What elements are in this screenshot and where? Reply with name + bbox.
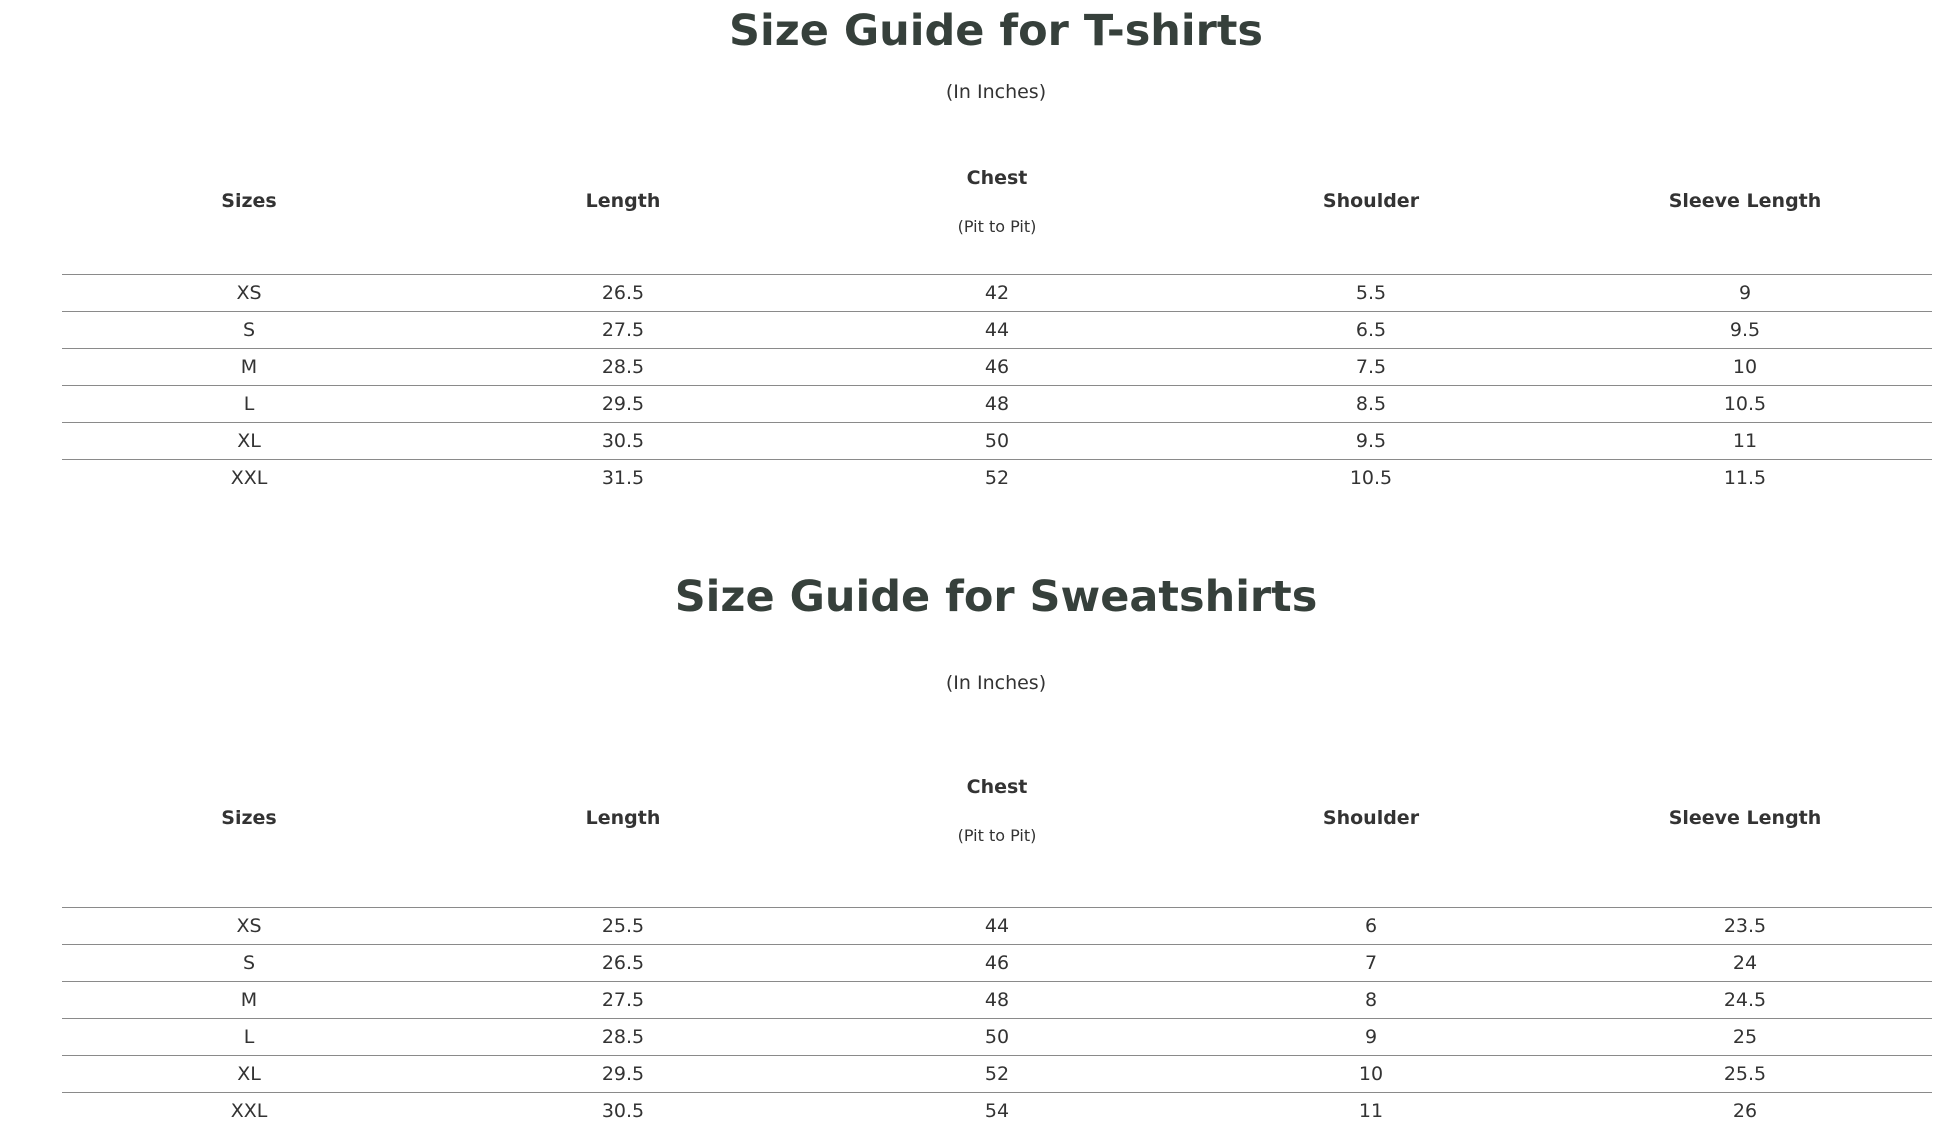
header-sizes: Sizes: [62, 128, 436, 275]
length-cell: 27.5: [436, 982, 810, 1019]
table-header-row: [62, 128, 1932, 275]
shoulder-cell: 5.5: [1184, 275, 1558, 312]
size-cell: S: [62, 312, 436, 349]
sleeve-length-cell: 9: [1558, 275, 1932, 312]
table-row: [62, 423, 1932, 460]
chest-cell: 42: [810, 275, 1184, 312]
size-cell: L: [62, 386, 436, 423]
length-cell: 26.5: [436, 275, 810, 312]
shoulder-cell: 9.5: [1184, 423, 1558, 460]
size-cell: M: [62, 982, 436, 1019]
length-cell: 25.5: [436, 908, 810, 945]
header-length: Length: [436, 128, 810, 275]
shoulder-cell: 7: [1184, 945, 1558, 982]
sweatshirt-unit-note: (In Inches): [945, 672, 1047, 694]
table-row: [62, 386, 1932, 423]
table-row: [62, 275, 1932, 312]
sweatshirt-table-body: [62, 908, 1932, 1130]
table-row: [62, 982, 1932, 1019]
table-row: [62, 349, 1932, 386]
header-shoulder: Shoulder: [1184, 128, 1558, 275]
length-cell: 28.5: [436, 1019, 810, 1056]
shoulder-cell: 8.5: [1184, 386, 1558, 423]
table-row: [62, 312, 1932, 349]
chest-cell: 46: [810, 349, 1184, 386]
header-chest-sublabel: (Pit to Pit): [957, 216, 1037, 236]
chest-cell: 44: [810, 908, 1184, 945]
sleeve-length-cell: 25: [1558, 1019, 1932, 1056]
sleeve-length-cell: 24: [1558, 945, 1932, 982]
chest-cell: 52: [810, 1056, 1184, 1093]
size-cell: XS: [62, 908, 436, 945]
length-cell: 29.5: [436, 386, 810, 423]
shoulder-cell: 10.5: [1349, 467, 1393, 489]
length-cell: 26.5: [436, 945, 810, 982]
shoulder-cell: 11: [1358, 1100, 1384, 1122]
table-row: [62, 1019, 1932, 1056]
table-row: [62, 908, 1932, 945]
chest-cell: 44: [810, 312, 1184, 349]
size-cell: XXL: [230, 1100, 268, 1122]
length-cell: 28.5: [436, 349, 810, 386]
header-sizes: Sizes: [62, 729, 436, 908]
length-cell: 27.5: [436, 312, 810, 349]
length-cell: 30.5: [601, 1100, 645, 1122]
header-length: Length: [436, 729, 810, 908]
size-cell: XL: [62, 1056, 436, 1093]
tshirt-guide-title: Size Guide for T-shirts: [728, 6, 1263, 56]
tshirt-table-body: [62, 275, 1932, 497]
size-cell: XL: [62, 423, 436, 460]
chest-cell: 48: [810, 386, 1184, 423]
header-chest: [810, 729, 1184, 908]
chest-cell: 48: [810, 982, 1184, 1019]
length-cell: 30.5: [436, 423, 810, 460]
sleeve-length-cell: 11.5: [1723, 467, 1767, 489]
header-sleeve-length: Sleeve Length: [1558, 128, 1932, 275]
header-shoulder: Shoulder: [1184, 729, 1558, 908]
sleeve-length-cell: 10: [1558, 349, 1932, 386]
header-chest-sublabel: (Pit to Pit): [957, 825, 1037, 845]
shoulder-cell: 8: [1184, 982, 1558, 1019]
size-cell: XXL: [230, 467, 268, 489]
tshirt-size-table: [62, 128, 1932, 496]
table-row: [62, 460, 1932, 497]
shoulder-cell: 10: [1184, 1056, 1558, 1093]
header-chest-label: Chest: [966, 166, 1028, 189]
size-cell: M: [62, 349, 436, 386]
length-cell: 31.5: [601, 467, 645, 489]
sleeve-length-cell: 26: [1732, 1100, 1758, 1122]
header-chest: [810, 128, 1184, 275]
chest-cell: 52: [984, 467, 1010, 489]
sleeve-length-cell: 9.5: [1558, 312, 1932, 349]
shoulder-cell: 6.5: [1184, 312, 1558, 349]
size-cell: XS: [62, 275, 436, 312]
sleeve-length-cell: 24.5: [1558, 982, 1932, 1019]
chest-cell: 50: [810, 423, 1184, 460]
tshirt-unit-note: (In Inches): [945, 81, 1047, 103]
sleeve-length-cell: 10.5: [1558, 386, 1932, 423]
header-chest-label: Chest: [966, 775, 1028, 798]
length-cell: 29.5: [436, 1056, 810, 1093]
size-cell: L: [62, 1019, 436, 1056]
shoulder-cell: 7.5: [1184, 349, 1558, 386]
sleeve-length-cell: 25.5: [1558, 1056, 1932, 1093]
table-row: [62, 945, 1932, 982]
size-cell: S: [62, 945, 436, 982]
chest-cell: 50: [810, 1019, 1184, 1056]
sleeve-length-cell: 11: [1558, 423, 1932, 460]
chest-cell: 46: [810, 945, 1184, 982]
table-row: [62, 1093, 1932, 1130]
sleeve-length-cell: 23.5: [1558, 908, 1932, 945]
table-header-row: [62, 729, 1932, 908]
table-row: [62, 1056, 1932, 1093]
header-sleeve-length: Sleeve Length: [1558, 729, 1932, 908]
sweatshirt-guide-title: Size Guide for Sweatshirts: [674, 572, 1318, 622]
chest-cell: 54: [984, 1100, 1010, 1122]
shoulder-cell: 6: [1184, 908, 1558, 945]
sweatshirt-size-table: [62, 729, 1932, 1129]
shoulder-cell: 9: [1184, 1019, 1558, 1056]
